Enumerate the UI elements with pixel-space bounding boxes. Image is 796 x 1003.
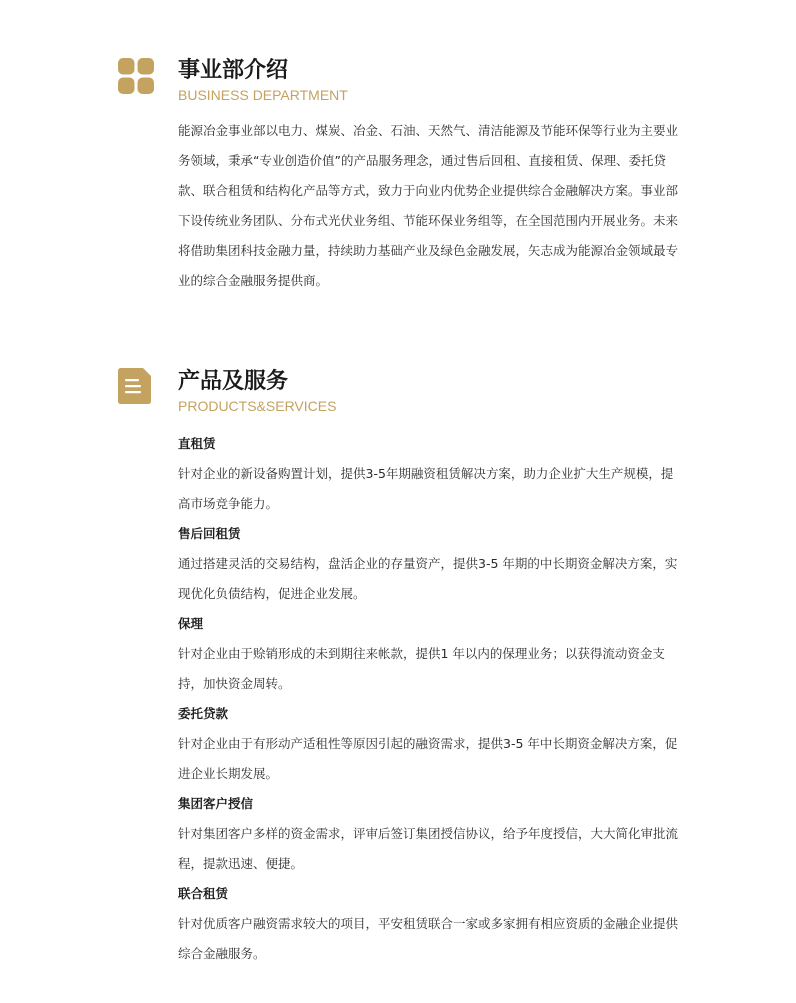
product-item-description: 针对集团客户多样的资金需求，评审后签订集团授信协议，给予年度授信，大大简化审批流程，提款迅速、便捷。 [178,826,679,871]
product-item-factoring [118,609,688,699]
product-item-title: 委托贷款 [178,706,229,721]
product-item-leaseback [118,519,688,609]
products-section [118,367,688,969]
product-item-title: 直租赁 [178,436,216,451]
department-header [118,56,688,108]
product-item-description: 针对企业由于有形动产适租性等原因引起的融资需求，提供3-5 年中长期资金解决方案，促进企业长期发展。 [178,736,678,781]
product-item-title: 集团客户授信 [178,796,254,811]
department-subtitle: BUSINESS DEPARTMENT [178,87,348,103]
department-description: 能源冶金事业部以电力、煤炭、冶金、石油、天然气、清洁能源及节能环保等行业为主要业务领域，秉承“专业创造价值”的产品服务理念，通过售后回租、直接租赁、保理、委托贷款、联合租赁和结构化产品等方式，致力于向业内优势企业提供综合金融解决方案。事业部下设传统业务团队、分布式光伏业务组、节能环保业务组等，在全国范围内开展业务。未来将借助集团科技金融力量，持续助力基础产业及绿色金融发展，矢志成为能源冶金领域最专业的综合金融服务提供商。 [178,123,679,288]
department-title: 事业部介绍 [178,58,289,83]
product-item-title: 保理 [178,616,204,631]
product-item-group-credit [118,789,688,879]
products-title: 产品及服务 [178,369,289,394]
products-header [118,367,688,419]
products-subtitle: PRODUCTS&SERVICES [178,398,337,414]
product-item-description: 针对优质客户融资需求较大的项目，平安租赁联合一家或多家拥有相应资质的金融企业提供综合金融服务。 [178,916,679,961]
department-section [118,56,688,296]
document-icon [118,368,154,404]
product-item-title: 联合租赁 [178,886,229,901]
product-item-description: 针对企业的新设备购置计划，提供3-5年期融资租赁解决方案，助力企业扩大生产规模，提高市场竞争能力。 [178,466,674,511]
product-item-direct-lease [118,429,688,519]
grid-icon [118,58,154,94]
product-item-joint-lease [118,879,688,969]
product-item-entrusted-loan [118,699,688,789]
products-list [118,429,688,969]
product-item-description: 针对企业由于赊销形成的未到期往来帐款，提供1 年以内的保理业务；以获得流动资金支持，加快资金周转。 [178,646,665,691]
product-item-title: 售后回租赁 [178,526,241,541]
product-item-description: 通过搭建灵活的交易结构，盘活企业的存量资产，提供3-5 年期的中长期资金解决方案，实现优化负债结构，促进企业发展。 [178,556,678,601]
